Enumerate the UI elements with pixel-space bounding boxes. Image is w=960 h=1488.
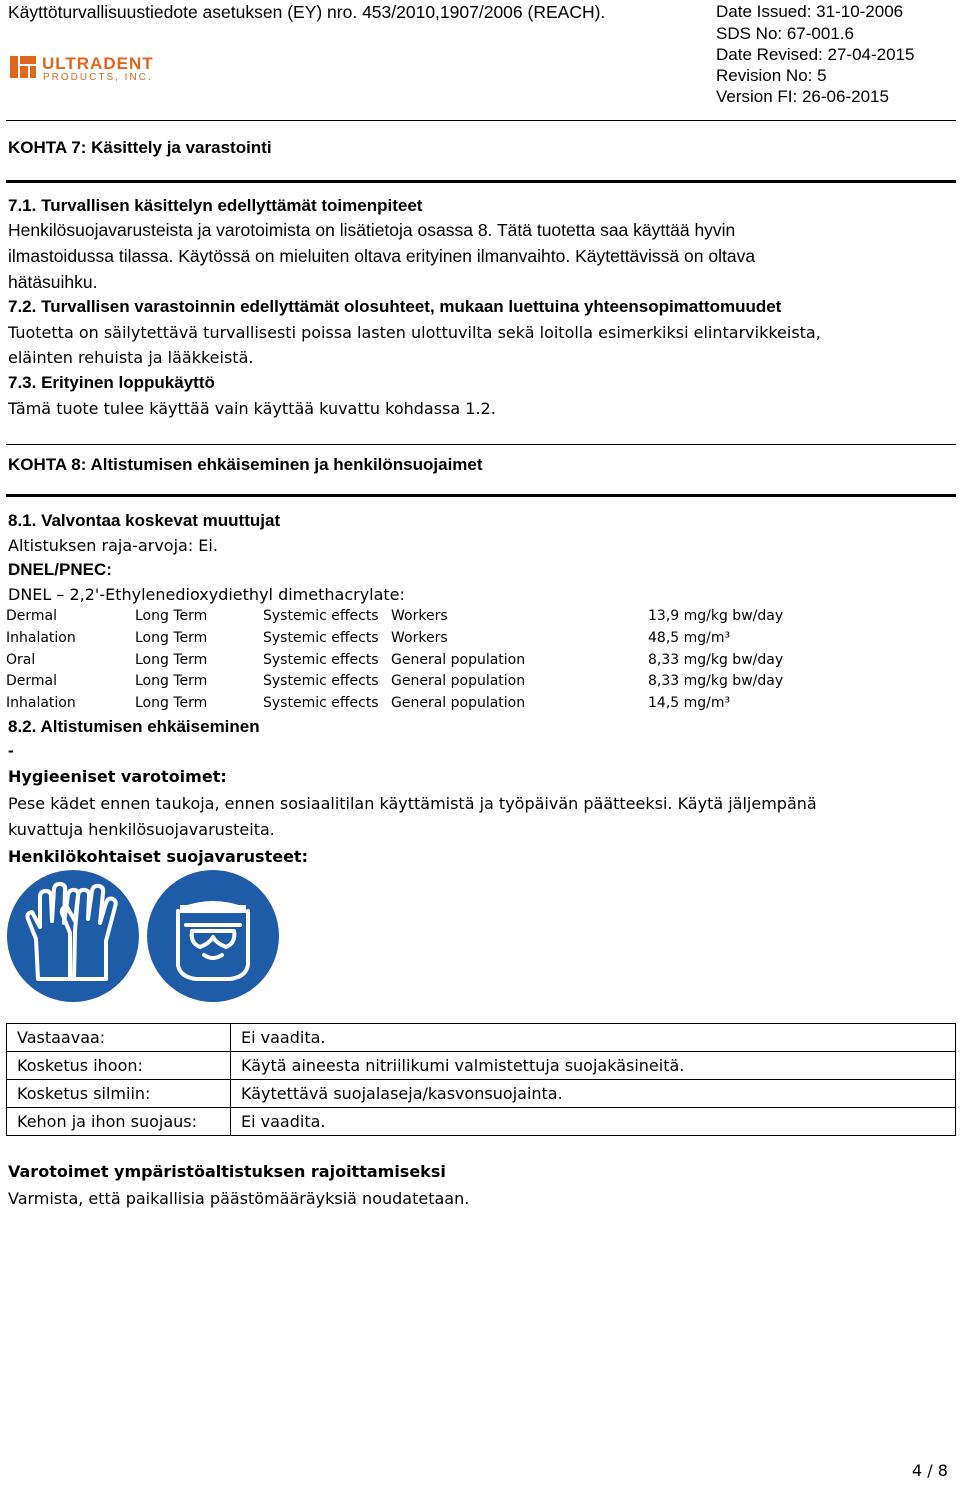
ppe-value: Ei vaadita.	[231, 1108, 956, 1136]
s73-line-1: Tämä tuote tulee käyttää vain käyttää kuvattu kohdassa 1.2.	[8, 399, 496, 418]
ppe-label: Kosketus ihoon:	[7, 1052, 231, 1080]
gloves-icon	[6, 869, 140, 1003]
env-line-1: Varmista, että paikallisia päästömääräyksiä noudatetaan.	[8, 1189, 470, 1208]
s73-title: 7.3. Erityinen loppukäyttö	[8, 373, 215, 392]
section-8-rule	[6, 494, 956, 497]
section-7-rule	[6, 180, 956, 183]
hygiene-line-2: kuvattuja henkilösuojavarusteita.	[8, 820, 275, 839]
dnel-route: Oral	[6, 652, 36, 668]
section-8-heading: KOHTA 8: Altistumisen ehkäiseminen ja henkilönsuojaimet	[8, 455, 483, 474]
s82-dash: -	[8, 741, 14, 760]
dnel-term: Long Term	[135, 608, 208, 624]
dnel-population: General population	[391, 695, 526, 711]
s72-line-1: Tuotetta on säilytettävä turvallisesti poissa lasten ulottuvilta sekä loitolla esimerkiksi elintarvikkeista,	[8, 323, 821, 342]
ppe-value: Käytä aineesta nitriilikumi valmistettuja suojakäsineitä.	[231, 1052, 956, 1080]
header-divider	[6, 120, 956, 121]
s82-title: 8.2. Altistumisen ehkäiseminen	[8, 717, 260, 736]
ultradent-logo	[10, 52, 210, 82]
logo-text: ULTRADENT	[42, 54, 154, 73]
ppe-value: Käytettävä suojalaseja/kasvonsuojainta.	[231, 1080, 956, 1108]
dnel-label: DNEL/PNEC:	[8, 560, 112, 579]
dnel-effect: Systemic effects	[263, 608, 379, 624]
ppe-table	[6, 1023, 956, 1136]
sds-number: SDS No: 67-001.6	[716, 24, 854, 43]
dnel-population: Workers	[391, 608, 448, 624]
date-revised: Date Revised: 27-04-2015	[716, 45, 915, 64]
dnel-value: 13,9 mg/kg bw/day	[648, 608, 784, 624]
dnel-substance: DNEL – 2,2'-Ethylenedioxydiethyl dimethacrylate:	[8, 585, 405, 604]
s71-line-3: hätäsuihku.	[8, 272, 98, 292]
page-number: 4 / 8	[912, 1461, 948, 1480]
section-8-top-rule	[6, 444, 956, 445]
env-title: Varotoimet ympäristöaltistuksen rajoittamiseksi	[8, 1162, 446, 1181]
ppe-label: Vastaavaa:	[7, 1024, 231, 1052]
logo-subtext: PRODUCTS, INC.	[43, 72, 153, 82]
table-row	[7, 1080, 956, 1108]
dnel-term: Long Term	[135, 673, 208, 689]
table-row	[7, 1108, 956, 1136]
dnel-term: Long Term	[135, 695, 208, 711]
dnel-value: 48,5 mg/m³	[648, 630, 731, 646]
dnel-value: 8,33 mg/kg bw/day	[648, 652, 784, 668]
dnel-value: 14,5 mg/m³	[648, 695, 731, 711]
document-title: Käyttöturvallisuustiedote asetuksen (EY) nro. 453/2010,1907/2006 (REACH).	[8, 2, 606, 22]
ppe-title: Henkilökohtaiset suojavarusteet:	[8, 847, 308, 866]
document-header	[0, 0, 960, 112]
table-row	[7, 1052, 956, 1080]
hygiene-line-1: Pese kädet ennen taukoja, ennen sosiaalitilan käyttämistä ja työpäivän päätteeksi. Käytä jäljempänä	[8, 794, 817, 813]
ppe-label: Kosketus silmiin:	[7, 1080, 231, 1108]
dnel-term: Long Term	[135, 630, 208, 646]
ppe-value: Ei vaadita.	[231, 1024, 956, 1052]
dnel-route: Dermal	[6, 673, 58, 689]
dnel-effect: Systemic effects	[263, 673, 379, 689]
dnel-effect: Systemic effects	[263, 695, 379, 711]
dnel-effect: Systemic effects	[263, 652, 379, 668]
dnel-route: Inhalation	[6, 695, 76, 711]
dnel-effect: Systemic effects	[263, 630, 379, 646]
s81-line-1: Altistuksen raja-arvoja: Ei.	[8, 536, 218, 555]
s81-title: 8.1. Valvontaa koskevat muuttujat	[8, 511, 281, 530]
s72-line-2: eläinten rehuista ja lääkkeistä.	[8, 348, 254, 367]
s71-title: 7.1. Turvallisen käsittelyn edellyttämät toimenpiteet	[8, 196, 423, 215]
revision-number: Revision No: 5	[716, 66, 827, 85]
hygiene-title: Hygieeniset varotoimet:	[8, 767, 227, 786]
ppe-label: Kehon ja ihon suojaus:	[7, 1108, 231, 1136]
dnel-population: Workers	[391, 630, 448, 646]
dnel-route: Inhalation	[6, 630, 76, 646]
face-shield-icon	[146, 869, 280, 1003]
s71-line-2: ilmastoidussa tilassa. Käytössä on mieluiten oltava erityinen ilmanvaihto. Käytettävissä on oltava	[8, 246, 756, 266]
version: Version FI: 26-06-2015	[716, 87, 889, 106]
dnel-population: General population	[391, 673, 526, 689]
section-7-heading: KOHTA 7: Käsittely ja varastointi	[8, 138, 272, 157]
dnel-route: Dermal	[6, 608, 58, 624]
dnel-value: 8,33 mg/kg bw/day	[648, 673, 784, 689]
s72-title: 7.2. Turvallisen varastoinnin edellyttämät olosuhteet, mukaan luettuina yhteensopimattomuudet	[8, 297, 782, 316]
table-row	[7, 1024, 956, 1052]
dnel-table	[6, 608, 956, 718]
dnel-population: General population	[391, 652, 526, 668]
dnel-term: Long Term	[135, 652, 208, 668]
date-issued: Date Issued: 31-10-2006	[716, 2, 904, 21]
s71-line-1: Henkilösuojavarusteista ja varotoimista on lisätietoja osassa 8. Tätä tuotetta saa käyttää hyvin	[8, 220, 736, 240]
